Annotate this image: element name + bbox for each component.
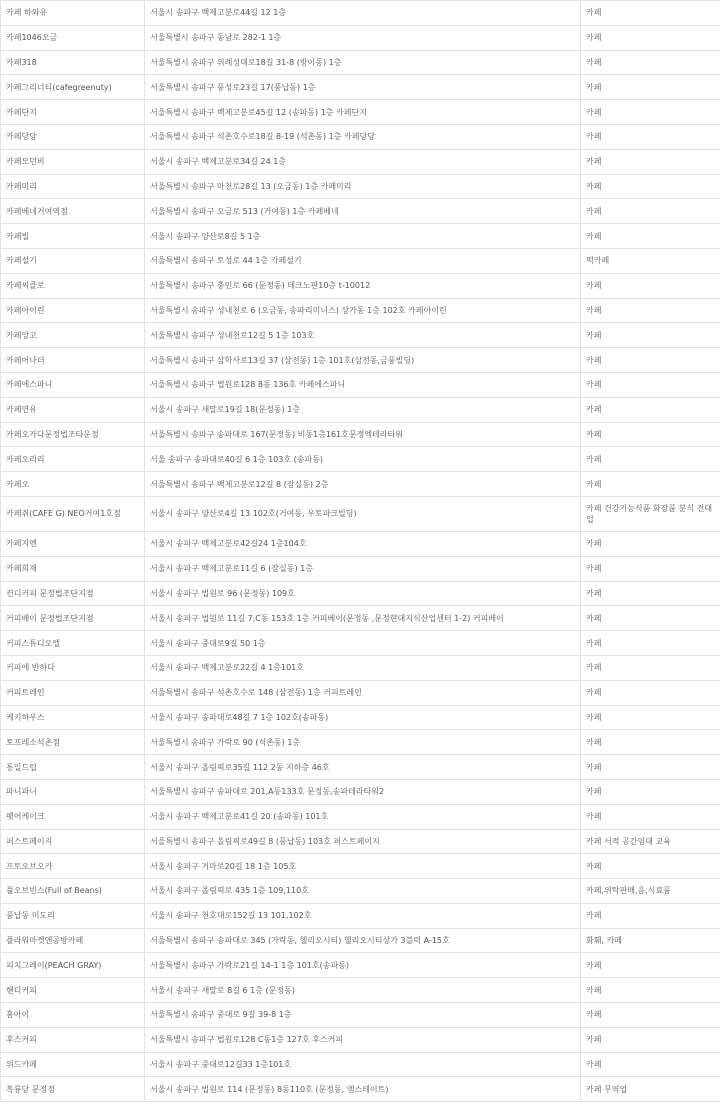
table-row	[1, 372, 720, 397]
table-row	[1, 1077, 720, 1102]
table-row	[1, 854, 720, 879]
store-table-body	[1, 1, 720, 1102]
store-name-cell: 카페앙고	[1, 323, 145, 348]
store-address-cell: 서울시 송파구 송파대로48길 7 1층 102호(송파동)	[145, 705, 581, 730]
store-type-cell: 떡카페	[581, 248, 720, 273]
table-row	[1, 531, 720, 556]
store-address-cell: 서울특별시 송파구 마천로28길 13 (오금동) 1층 카페미리	[145, 174, 581, 199]
store-name-cell: 카페318	[1, 50, 145, 75]
store-address-cell: 서울특별시 송파구 중대로 9길 39-8 1층	[145, 1003, 581, 1028]
store-name-cell: 카페단지	[1, 100, 145, 125]
table-row	[1, 631, 720, 656]
store-name-cell: 카페연유	[1, 397, 145, 422]
store-address-cell: 서울시 송파구 새말로 8길 6 1층 (문정동)	[145, 978, 581, 1003]
store-type-cell: 카페	[581, 224, 720, 249]
table-row	[1, 75, 720, 100]
store-name-cell: 풀오브빈스(Full of Beans)	[1, 879, 145, 904]
store-address-cell: 서울시 송파구 중대로9길 50 1층	[145, 631, 581, 656]
table-row	[1, 422, 720, 447]
table-row	[1, 928, 720, 953]
store-name-cell: 핸디커피	[1, 978, 145, 1003]
store-address-cell: 서울특별시 송파구 송파대로 201,A동133호 문정동,송파테라타워2	[145, 779, 581, 804]
store-name-cell: 카페희재	[1, 556, 145, 581]
store-type-cell: 카페	[581, 953, 720, 978]
store-address-cell: 서울시 송파구 양산로8길 5 1층	[145, 224, 581, 249]
table-row	[1, 124, 720, 149]
store-name-cell: 팻어케이크	[1, 804, 145, 829]
store-address-cell: 서울시 송파구 양산로4길 13 102호(거여동, 우토파크빌딩)	[145, 496, 581, 531]
table-row	[1, 1, 720, 26]
store-name-cell: 위드카페	[1, 1052, 145, 1077]
store-name-cell: 카페 하와유	[1, 1, 145, 26]
store-type-cell: 카페	[581, 174, 720, 199]
table-row	[1, 581, 720, 606]
store-name-cell: 흑룡당 문정점	[1, 1077, 145, 1102]
store-name-cell: 파니파니	[1, 779, 145, 804]
store-type-cell: 카페	[581, 397, 720, 422]
store-name-cell: 카페1046오금	[1, 25, 145, 50]
store-name-cell: 통일드립	[1, 755, 145, 780]
store-name-cell: 카페설기	[1, 248, 145, 273]
store-address-cell: 서울시 송파구 올림픽로35길 112 2동 지하층 46호	[145, 755, 581, 780]
store-type-cell: 카페	[581, 25, 720, 50]
store-name-cell: 카페베네거여역점	[1, 199, 145, 224]
store-type-cell: 카페	[581, 581, 720, 606]
table-row	[1, 298, 720, 323]
store-type-cell: 카페	[581, 631, 720, 656]
store-type-cell: 카페	[581, 199, 720, 224]
store-address-cell: 서울시 송파구 천호대로152길 13 101,102호	[145, 903, 581, 928]
table-row	[1, 804, 720, 829]
store-address-cell: 서울특별시 송파구 법원로128 C동1층 127호 후스커피	[145, 1027, 581, 1052]
store-name-cell: 케키하우스	[1, 705, 145, 730]
store-type-cell: 카페	[581, 100, 720, 125]
store-address-cell: 서울특별시 송파구 위례성대로18길 31-8 (방이동) 1층	[145, 50, 581, 75]
store-address-cell: 서울특별시 송파구 풍성로23길 17(풍납동) 1층	[145, 75, 581, 100]
store-address-cell: 서울시 송파구 중대로12길33 1층101호	[145, 1052, 581, 1077]
store-type-cell: 카페	[581, 1027, 720, 1052]
store-name-cell: 풍납동 미도리	[1, 903, 145, 928]
table-row	[1, 397, 720, 422]
store-address-cell: 서울특별시 송파구 충민로 66 (문정동) 테크노판10층 t-10012	[145, 273, 581, 298]
store-type-cell: 카페	[581, 1052, 720, 1077]
store-name-cell: 카페오	[1, 472, 145, 497]
store-type-cell: 카페	[581, 978, 720, 1003]
store-address-cell: 서울시 송파구 백제고분로44길 12 1층	[145, 1, 581, 26]
store-address-cell: 서울특별시 송파구 가락로21길 14-1 1층 101호(송파동)	[145, 953, 581, 978]
table-row	[1, 199, 720, 224]
store-type-cell: 카페	[581, 730, 720, 755]
table-row	[1, 829, 720, 854]
store-address-cell: 서울시 송파구 거마로20길 18 1층 105호	[145, 854, 581, 879]
store-type-cell: 카페	[581, 854, 720, 879]
store-name-cell: 커피스튜디오엘	[1, 631, 145, 656]
store-type-cell: 카페	[581, 50, 720, 75]
store-address-cell: 서울특별시 송파구 석촌호수로18길 8-19 (석촌동) 1층 카페당당	[145, 124, 581, 149]
store-name-cell: 카페어나더	[1, 348, 145, 373]
table-row	[1, 224, 720, 249]
store-address-cell: 서울특별시 송파구 성내천로 6 (오금동, 송파리미니스) 상가동 1층 102호 카페아이린	[145, 298, 581, 323]
table-row	[1, 1003, 720, 1028]
store-type-cell: 카페	[581, 680, 720, 705]
store-type-cell: 카페	[581, 606, 720, 631]
table-row	[1, 496, 720, 531]
store-name-cell: 카페당당	[1, 124, 145, 149]
store-type-cell: 카페 무역업	[581, 1077, 720, 1102]
table-row	[1, 1027, 720, 1052]
store-address-cell: 서울시 송파구 백제고분로22길 4 1층101호	[145, 655, 581, 680]
table-row	[1, 348, 720, 373]
table-row	[1, 472, 720, 497]
store-type-cell: 화훼, 카페	[581, 928, 720, 953]
store-type-cell: 카페	[581, 348, 720, 373]
table-row	[1, 978, 720, 1003]
store-type-cell: 카페,위탁판매,음,식료품	[581, 879, 720, 904]
store-address-cell: 서울특별시 송파구 법원로128 8동 136호 카페에스파니	[145, 372, 581, 397]
store-type-cell: 카페	[581, 149, 720, 174]
store-address-cell: 서울특별시 송파구 송파대로 345 (가락동, 헬리오시티) 헬리오시티상가 3블럭 A-15호	[145, 928, 581, 953]
store-type-cell: 카페	[581, 422, 720, 447]
store-address-cell: 서울특별시 송파구 성내천로12길 5 1층 103호	[145, 323, 581, 348]
store-type-cell: 카페	[581, 655, 720, 680]
store-name-cell: 카페모던비	[1, 149, 145, 174]
store-name-cell: 카페오리리	[1, 447, 145, 472]
table-row	[1, 680, 720, 705]
store-type-cell: 카페	[581, 705, 720, 730]
store-name-cell: 플라워마켓앤공방카페	[1, 928, 145, 953]
table-row	[1, 50, 720, 75]
table-row	[1, 556, 720, 581]
store-type-cell: 카페	[581, 1003, 720, 1028]
store-type-cell: 카페	[581, 779, 720, 804]
store-name-cell: 홈아이	[1, 1003, 145, 1028]
table-row	[1, 606, 720, 631]
store-type-cell: 카페	[581, 323, 720, 348]
store-name-cell: 카페그리너티(cafegreenuty)	[1, 75, 145, 100]
store-name-cell: 컨디커피 문정법조단지점	[1, 581, 145, 606]
store-address-cell: 서울 송파구 송파대로40길 6 1층 103호 (송파동)	[145, 447, 581, 472]
store-address-cell: 서울특별시 송파구 올림픽로49길 8 (풍납동) 103호 퍼스트페이지	[145, 829, 581, 854]
table-row	[1, 730, 720, 755]
store-name-cell: 카페씨클로	[1, 273, 145, 298]
store-name-cell: 후스커피	[1, 1027, 145, 1052]
store-name-cell: 카페오가다문정법조타운점	[1, 422, 145, 447]
table-row	[1, 149, 720, 174]
store-address-cell: 서울시 송파구 법원로 96 (문정동) 109호	[145, 581, 581, 606]
store-address-cell: 서울특별시 송파구 송파대로 167(문정동) 비동1층161호문정엑테라타워	[145, 422, 581, 447]
store-address-cell: 서울특별시 송파구 삼학사로13길 37 (삼전동) 1층 101호(삼전동,금풍빌딩)	[145, 348, 581, 373]
store-address-cell: 서울시 송파구 법원로 11길 7,C동 153호 1층 커피베이(문정동 ,문정현대지식산업센터 1-2) 커피베이	[145, 606, 581, 631]
store-address-cell: 서울특별시 송파구 토성로 44 1층 카페설기	[145, 248, 581, 273]
store-type-cell: 카페	[581, 298, 720, 323]
store-type-cell: 카페	[581, 372, 720, 397]
store-type-cell: 카페	[581, 755, 720, 780]
store-address-cell: 서울시 송파구 백제고분로41길 20 (송파동) 101호	[145, 804, 581, 829]
store-type-cell: 카페	[581, 124, 720, 149]
table-row	[1, 903, 720, 928]
table-row	[1, 174, 720, 199]
store-type-cell: 카페 건강기능식품 화장품 분식 전대업	[581, 496, 720, 531]
table-row	[1, 953, 720, 978]
store-type-cell: 카페	[581, 273, 720, 298]
store-address-cell: 서울시 송파구 법원로 114 (문정동) 8동110호 (문정동, 엠스테이트)	[145, 1077, 581, 1102]
store-type-cell: 카페	[581, 531, 720, 556]
table-row	[1, 755, 720, 780]
table-row	[1, 248, 720, 273]
store-name-cell: 프토오브오카	[1, 854, 145, 879]
store-address-cell: 서울특별시 송파구 동남로 282-1 1층	[145, 25, 581, 50]
store-address-cell: 서울시 송파구 백제고분로11길 6 (잠실동) 1층	[145, 556, 581, 581]
store-name-cell: 커피에 반하다	[1, 655, 145, 680]
store-name-cell: 커피베이 문정법조단지점	[1, 606, 145, 631]
store-type-cell: 카페	[581, 1, 720, 26]
store-address-cell: 서울시 송파구 백제고분로34길 24 1층	[145, 149, 581, 174]
store-type-cell: 카페	[581, 75, 720, 100]
store-name-cell: 카페미리	[1, 174, 145, 199]
store-type-cell: 카페 서적 공간임대 교육	[581, 829, 720, 854]
table-row	[1, 273, 720, 298]
store-address-cell: 서울특별시 송파구 백제고분로45길 12 (송파동) 1층 카페단지	[145, 100, 581, 125]
store-name-cell: 피치그레이(PEACH GRAY)	[1, 953, 145, 978]
store-name-cell: 카페에스파니	[1, 372, 145, 397]
store-type-cell: 카페	[581, 447, 720, 472]
table-row	[1, 323, 720, 348]
store-type-cell: 카페	[581, 804, 720, 829]
store-name-cell: 커피트레인	[1, 680, 145, 705]
store-address-cell: 서울시 송파구 백제고분로42길24 1층104호	[145, 531, 581, 556]
table-row	[1, 779, 720, 804]
table-row	[1, 655, 720, 680]
table-row	[1, 1052, 720, 1077]
table-row	[1, 447, 720, 472]
store-address-cell: 서울특별시 송파구 가락로 90 (석촌동) 1층	[145, 730, 581, 755]
store-address-cell: 서울특별시 송파구 백제고분로12길 8 (잠실동) 2층	[145, 472, 581, 497]
store-address-cell: 서울시 송파구 새말로19길 18(문정동) 1층	[145, 397, 581, 422]
store-type-cell: 카페	[581, 472, 720, 497]
store-address-cell: 서울시 송파구 올림픽로 435 1층 109,110호	[145, 879, 581, 904]
table-row	[1, 879, 720, 904]
store-type-cell: 카페	[581, 556, 720, 581]
store-name-cell: 퍼스트페이지	[1, 829, 145, 854]
store-name-cell: 카페빌	[1, 224, 145, 249]
store-address-cell: 서울특별시 송파구 오금로 513 (거여동) 1층 카페베네	[145, 199, 581, 224]
table-row	[1, 25, 720, 50]
table-row	[1, 100, 720, 125]
store-address-cell: 서울특별시 송파구 석촌호수로 148 (삼전동) 1층 커피트레인	[145, 680, 581, 705]
store-name-cell: 카페아이린	[1, 298, 145, 323]
store-type-cell: 카페	[581, 903, 720, 928]
store-name-cell: 토프레소석촌점	[1, 730, 145, 755]
store-name-cell: 카페쥐(CAFE G) NEO거여1호점	[1, 496, 145, 531]
store-name-cell: 카페지엔	[1, 531, 145, 556]
table-row	[1, 705, 720, 730]
